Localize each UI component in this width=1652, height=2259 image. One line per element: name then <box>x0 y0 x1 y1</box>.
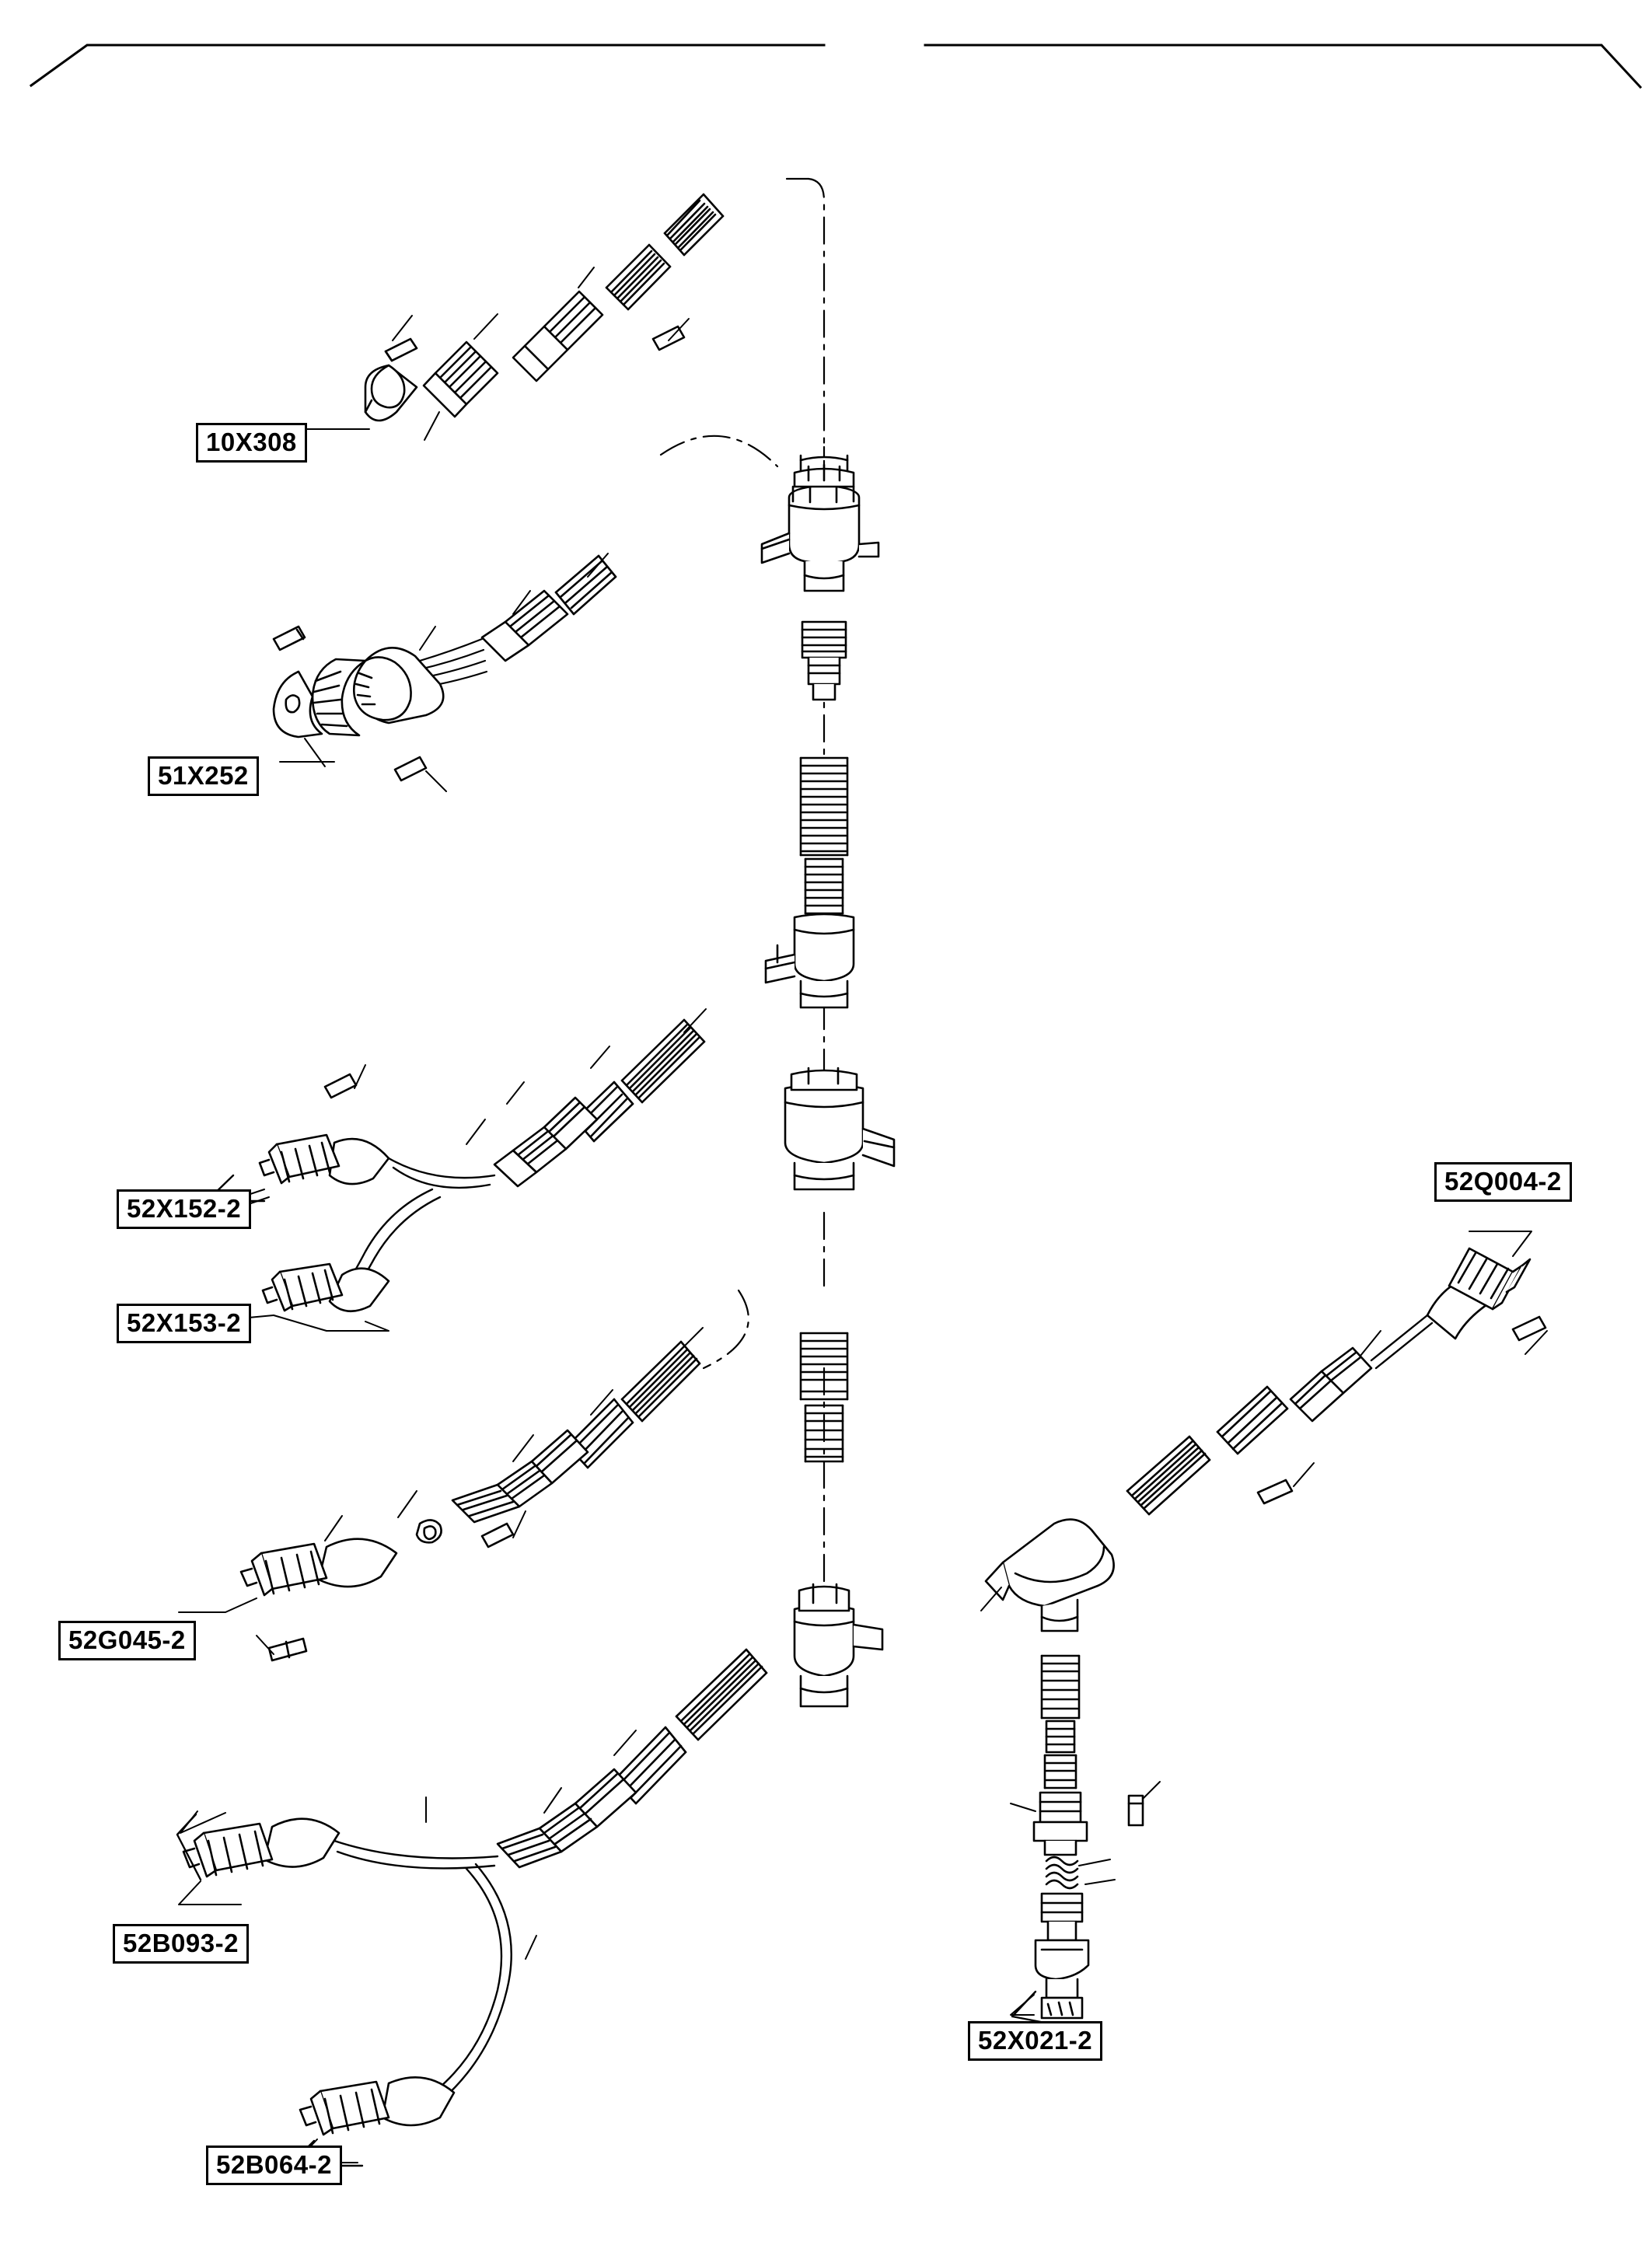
centreline-dash-dot-icon <box>661 179 824 1617</box>
corrugated-conduit-icon <box>622 1020 704 1102</box>
pin-icon <box>325 1074 356 1098</box>
rectangular-plug-icon <box>300 2077 454 2135</box>
corrugated-conduit-icon <box>606 245 670 309</box>
corrugated-conduit-icon <box>1217 1387 1287 1454</box>
pin-icon <box>269 1639 306 1660</box>
threaded-ferrule-icon <box>1291 1348 1371 1421</box>
corrugated-conduit-icon <box>1045 1755 1076 1788</box>
branch-51X252 <box>274 553 616 791</box>
callout-51X252: 51X252 <box>148 756 259 796</box>
circular-connector-icon <box>274 648 443 737</box>
corrugated-conduit-icon <box>801 758 847 855</box>
callout-52B093-2: 52B093-2 <box>113 1924 249 1964</box>
corrugated-conduit-icon <box>665 194 723 255</box>
threaded-ferrule-icon <box>1034 1793 1087 1855</box>
rectangular-plug-icon <box>260 1135 389 1184</box>
t-junction-housing-icon <box>766 914 854 1007</box>
threaded-ferrule-icon <box>482 591 568 661</box>
corrugated-conduit-icon <box>805 859 843 913</box>
callout-52X152-2: 52X152-2 <box>117 1189 251 1229</box>
rectangular-plug-icon <box>1427 1248 1530 1339</box>
callout-52G045-2: 52G045-2 <box>58 1621 196 1660</box>
threaded-ferrule-icon <box>513 292 602 381</box>
pin-icon <box>386 339 417 361</box>
rectangular-plug-icon <box>241 1539 396 1595</box>
branch-10X308 <box>264 194 723 440</box>
rectangular-plug-icon <box>183 1819 339 1877</box>
callout-52B064-2: 52B064-2 <box>206 2146 342 2185</box>
branch-52Q004 <box>981 1231 1547 1631</box>
callout-52X153-2: 52X153-2 <box>117 1304 251 1343</box>
threaded-ferrule-icon <box>498 1769 636 1867</box>
corrugated-conduit-icon <box>676 1650 767 1740</box>
threaded-ferrule-icon <box>1046 1721 1074 1752</box>
t-junction-housing-icon <box>795 1584 882 1706</box>
pin-icon <box>653 326 684 350</box>
callout-52Q004-2: 52Q004-2 <box>1434 1162 1572 1202</box>
threaded-ferrule-icon <box>452 1430 588 1522</box>
branch-52X021 <box>1011 1656 1160 2044</box>
branch-52B093-52B064 <box>177 1650 767 2166</box>
branch-52X152-52X153 <box>194 1009 706 1331</box>
corrugated-conduit-icon <box>1042 1656 1079 1718</box>
corrugated-conduit-icon <box>1127 1437 1210 1514</box>
corrugated-conduit-icon <box>622 1342 700 1421</box>
threaded-ferrule-icon <box>802 622 846 700</box>
corrugated-conduit-icon <box>1046 1857 1077 1888</box>
pin-icon <box>395 757 426 780</box>
threaded-ferrule-icon <box>494 1098 597 1186</box>
corrugated-conduit-icon <box>556 556 616 614</box>
callout-52X021-2: 52X021-2 <box>968 2021 1102 2061</box>
pin-icon <box>482 1524 513 1547</box>
circular-connector-icon <box>1036 1894 1088 2018</box>
rectangular-plug-icon <box>263 1264 389 1311</box>
pin-icon <box>274 627 305 650</box>
threaded-ferrule-icon <box>424 342 498 417</box>
t-junction-housing-icon <box>785 1068 894 1189</box>
threaded-ferrule-icon <box>417 1520 442 1542</box>
callout-10X308: 10X308 <box>196 423 307 463</box>
t-junction-housing-icon <box>762 456 878 564</box>
t-junction-housing-icon <box>986 1520 1114 1631</box>
pin-icon <box>1258 1480 1292 1503</box>
circular-connector-icon <box>365 365 417 421</box>
pin-icon <box>1129 1796 1143 1825</box>
branch-52G045 <box>179 1328 703 1660</box>
